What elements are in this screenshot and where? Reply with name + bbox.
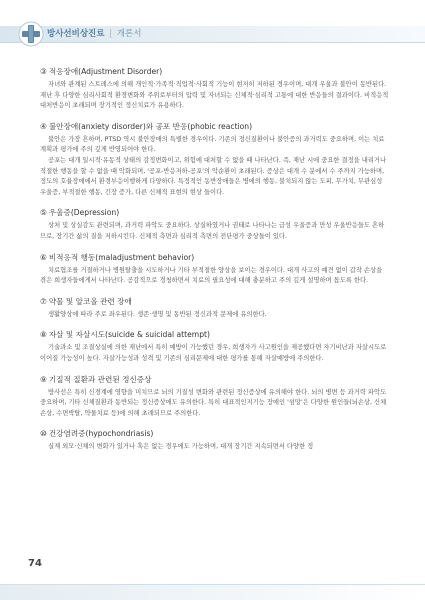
body-paragraph: 상처 및 상실감도 관련되며, 과거력 파악도 중요하다. 상실하였거나 권태로 나타나는 급성 우울증과 만성 우울반응들도 흔하므로, 장기간 삶의 질을 저하시킨다. 신체적 측면과 심리적 측면의 전단평가 중상들이 있다.	[40, 222, 385, 240]
section-number: ⑥	[40, 252, 47, 262]
body-paragraph: 실제 외모·신체의 변화가 있거나 혹은 없는 경우에도 가능하며, 대개 장기간 지속되면서 다양한 정	[48, 443, 314, 451]
section	[40, 121, 390, 199]
section-heading-text: 약물 및 알코올 관련 장애	[48, 296, 132, 306]
header-rule	[0, 42, 425, 43]
section-title	[40, 374, 390, 386]
body-paragraph: 기술과소 및 조절상실에 의한 재난에서 특히 예방이 가능했던 경우, 희생자가 사고원인을 제공했다면 자기비난과 자살시도로 이어질 가능성이 높다. 자살가능성과 성격 및 기존의 심리문제에 대한 평가를 통해 자살예방에 주의한다.	[40, 344, 387, 362]
section-heading-text: 적응장애(Adjustment Disorder)	[48, 67, 163, 76]
section-title	[40, 428, 390, 440]
header-title-rest: 개론서	[116, 29, 142, 39]
section-heading-text: 건강염려증(hypochondriasis)	[48, 429, 154, 439]
section-heading-text: 우울증(Depression)	[48, 208, 120, 218]
section-number: ⑩	[40, 429, 47, 439]
section	[40, 374, 390, 420]
body-paragraph: 치료협조를 거절하거나 병원탈출을 시도하거나 기타 부적절한 양상을 보이는 경우이다. 대개 사고의 예견 없이 갑작 손상을 겪은 희생자들에게서 나타난다. 공감적으로 경청하면서 치료의 필요성에 대해 충분하고 주의 깊게 설명하며 돕도록 한다.	[40, 266, 383, 285]
medical-cross-icon	[18, 21, 44, 47]
body-paragraph: 생활양상에 따라 주로 좌우된다. 생존·생명 및 동반된 정신과적 문제에 유의한다.	[48, 310, 267, 318]
page-number: 74	[28, 558, 42, 569]
section-heading-text: 자살 및 자살시도(suicide & suicidal attempt)	[48, 330, 210, 340]
section-title	[40, 296, 390, 308]
section-heading-text: 비적응적 행동(maladjustment behavior)	[48, 252, 195, 262]
body-paragraph: 공포는 대개 일시적·유동적 상태의 감정변화이고, 위험에 대처할 수 없을 때 나타난다. 즉, 재난 시에 중요한 결정을 내리거나 적절한 행동을 할 수 없을 때 악화되며, '공포-반응저하-공포'의 악순환이 초래된다. 증상은 대개 수 분에서 수 주까지 가능하며, 정도의 호율장애에서 환경부응이행하게 다양하다. 특정적인 동반장애들은 병에의 행동, 불치되지 않는 도피, 무가치, 무관심성 우울증, 부적절한 행동, 긴장 증가, 다른 신체적 표현의 현상 들이다.	[40, 156, 387, 196]
section-heading-text: 불안장애(anxiety disorder)와 공포 반응(phobic reaction)	[48, 121, 253, 131]
section-number: ⑦	[40, 296, 47, 306]
section-title	[40, 207, 390, 219]
body-paragraph: 방사선은 특히 신경계에 영향을 미치므로 뇌의 기질성 변화와 관련된 정신증상에 유의해야 한다. 뇌의 병변 등 과거력 파악도 중요하며, 기타 신체질환과 동반되는 정신증상에도 유의한다. 특히 대표적인지기능 장애인 '섬망'은 다양한 원인들(뇌손상, 신체손상, 수면박탈, 약물치료 등)에 의해 초래되므로 주의한다.	[40, 388, 387, 417]
section-number: ⑤	[40, 208, 47, 218]
section	[40, 207, 390, 242]
section-title	[40, 252, 390, 264]
body-paragraph: 불안은 가장 흔하며, PTSD 역시 불안장애의 특별한 경우이다. 기존의 정신질환이나 불안증의 과거력도 중요하며, 이는 치료계획과 평가에 주의 깊게 반영되어야 한다.	[40, 135, 385, 154]
section-number: ⑧	[40, 330, 47, 340]
section	[40, 329, 390, 364]
section-number: ③	[40, 67, 47, 76]
header-separator: |	[109, 29, 113, 39]
footer-band	[0, 585, 425, 600]
body-paragraph: 자녀와 관계된 스트레스에 의해 개인적·가족적·직업적·사회적 기능이 현저히 저하된 경우이며, 대개 우울과 불안이 동반된다. 재난 후 다양한 심리사회적 환경변화와 주위로부터의 압력 및 자녀되는 신체적·심리적 고통에 대한 반응들의 결과이다. 비적응적 대처반응이 초래되며 장기적인 정신치료가 유용하다.	[40, 81, 389, 110]
section-number: ④	[40, 121, 47, 131]
section-title	[40, 329, 390, 341]
page-content	[40, 66, 390, 462]
section-title	[40, 66, 390, 78]
section	[40, 66, 390, 112]
section-number: ⑨	[40, 374, 47, 384]
running-header	[47, 27, 141, 41]
section	[40, 252, 390, 287]
section	[40, 296, 390, 321]
header-title-strong: 방사선비상진료	[47, 29, 105, 39]
section-heading-text: 기질적 질환과 관련된 정신증상	[48, 374, 152, 384]
section-title	[40, 121, 390, 133]
section	[40, 428, 390, 453]
